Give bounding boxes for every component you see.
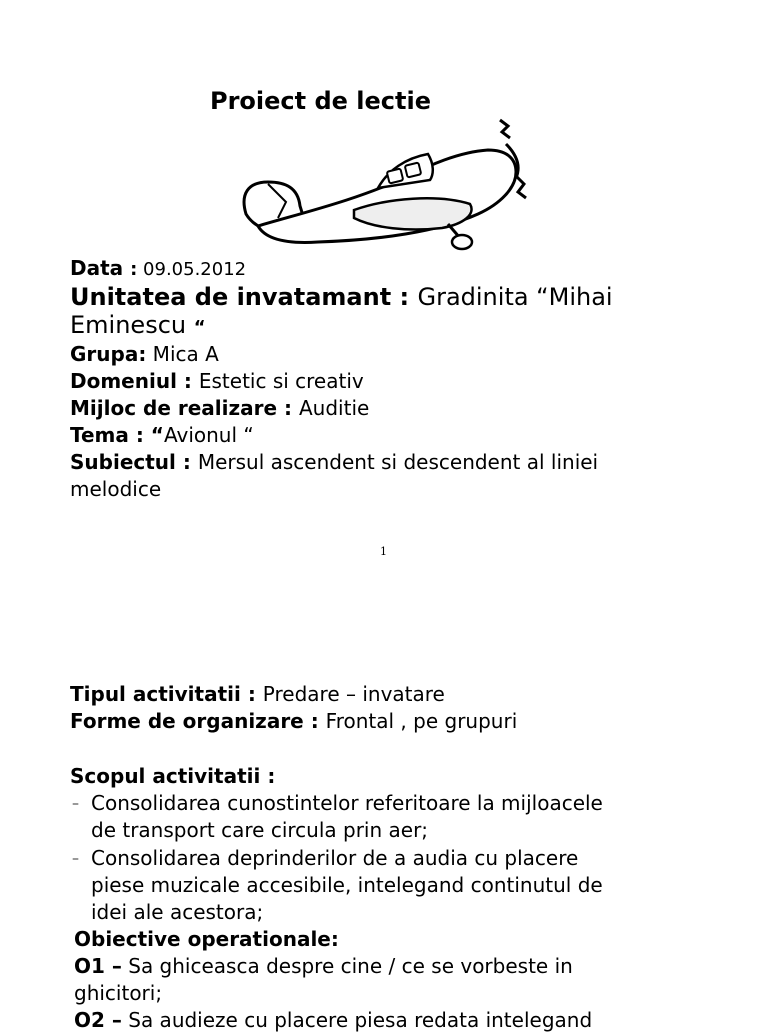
group-line bbox=[70, 341, 219, 368]
domain-value: Estetic si creativ bbox=[198, 369, 364, 393]
subject-line bbox=[70, 449, 598, 476]
organization-label: Forme de organizare : bbox=[70, 709, 326, 733]
organization-line bbox=[70, 708, 517, 735]
objective-o1-text2: ghicitori; bbox=[74, 981, 163, 1005]
subject-value-line1: Mersul ascendent si descendent al liniei bbox=[197, 450, 599, 474]
scope-label: Scopul activitatii : bbox=[70, 764, 276, 788]
domain-line bbox=[70, 368, 364, 395]
airplane-drawing-icon bbox=[238, 114, 530, 254]
date-colon: : bbox=[130, 259, 138, 280]
school-value-line1: Gradinita “Mihai bbox=[417, 283, 613, 311]
objective-o1-line1 bbox=[74, 953, 573, 980]
method-value: Auditie bbox=[299, 396, 370, 420]
activity-type-line bbox=[70, 681, 445, 708]
scope-heading bbox=[70, 763, 275, 790]
objective-o1-line2 bbox=[74, 980, 162, 1007]
organization-value: Frontal , pe grupuri bbox=[325, 709, 518, 733]
objective-o2-text1: Sa audieze cu placere piesa redata intelegand bbox=[121, 1008, 593, 1032]
school-line-2 bbox=[70, 312, 206, 341]
scope-item-2-line2: piese muzicale accesibile, intelegand continutul de bbox=[91, 873, 603, 897]
scope-item-2-line1: Consolidarea deprinderilor de a audia cu placere bbox=[91, 846, 579, 870]
objective-o1-label: O1 – bbox=[74, 954, 122, 978]
school-label: Unitatea de invatamant : bbox=[70, 283, 418, 311]
objectives-heading bbox=[74, 926, 339, 953]
subject-line-2 bbox=[70, 476, 161, 503]
subject-label: Subiectul : bbox=[70, 450, 198, 474]
objective-o2-line1 bbox=[74, 1007, 592, 1034]
objectives-label: Obiective operationale: bbox=[74, 927, 339, 951]
method-label: Mijloc de realizare : bbox=[70, 396, 299, 420]
group-label: Grupa: bbox=[70, 342, 147, 366]
theme-value: Avionul “ bbox=[163, 423, 254, 447]
objective-o1-text1: Sa ghiceasca despre cine / ce se vorbeste in bbox=[121, 954, 573, 978]
date-value: 09.05.2012 bbox=[137, 259, 247, 280]
school-line bbox=[70, 284, 613, 311]
date-line bbox=[70, 255, 246, 283]
page-title: Proiect de lectie bbox=[210, 87, 431, 115]
bullet-icon: – bbox=[72, 851, 79, 867]
subject-value-line2: melodice bbox=[70, 477, 162, 501]
scope-item-1-line1: Consolidarea cunostintelor referitoare la mijloacele bbox=[91, 791, 603, 815]
scope-item-1-line2: de transport care circula prin aer; bbox=[91, 818, 429, 842]
page-number: 1 bbox=[380, 545, 387, 558]
method-line bbox=[70, 395, 369, 422]
date-label: Data bbox=[70, 256, 131, 280]
bullet-icon: – bbox=[72, 796, 79, 812]
school-value-line2: Eminescu bbox=[70, 311, 194, 339]
theme-line bbox=[70, 422, 254, 449]
theme-label: Tema : “ bbox=[70, 423, 164, 447]
group-value: Mica A bbox=[146, 342, 219, 366]
domain-label: Domeniul : bbox=[70, 369, 199, 393]
objective-o2-label: O2 – bbox=[74, 1008, 122, 1032]
school-quote: “ bbox=[193, 317, 206, 338]
activity-type-value: Predare – invatare bbox=[262, 682, 445, 706]
scope-item-2-line3: idei ale acestora; bbox=[91, 900, 264, 924]
activity-type-label: Tipul activitatii : bbox=[70, 682, 263, 706]
